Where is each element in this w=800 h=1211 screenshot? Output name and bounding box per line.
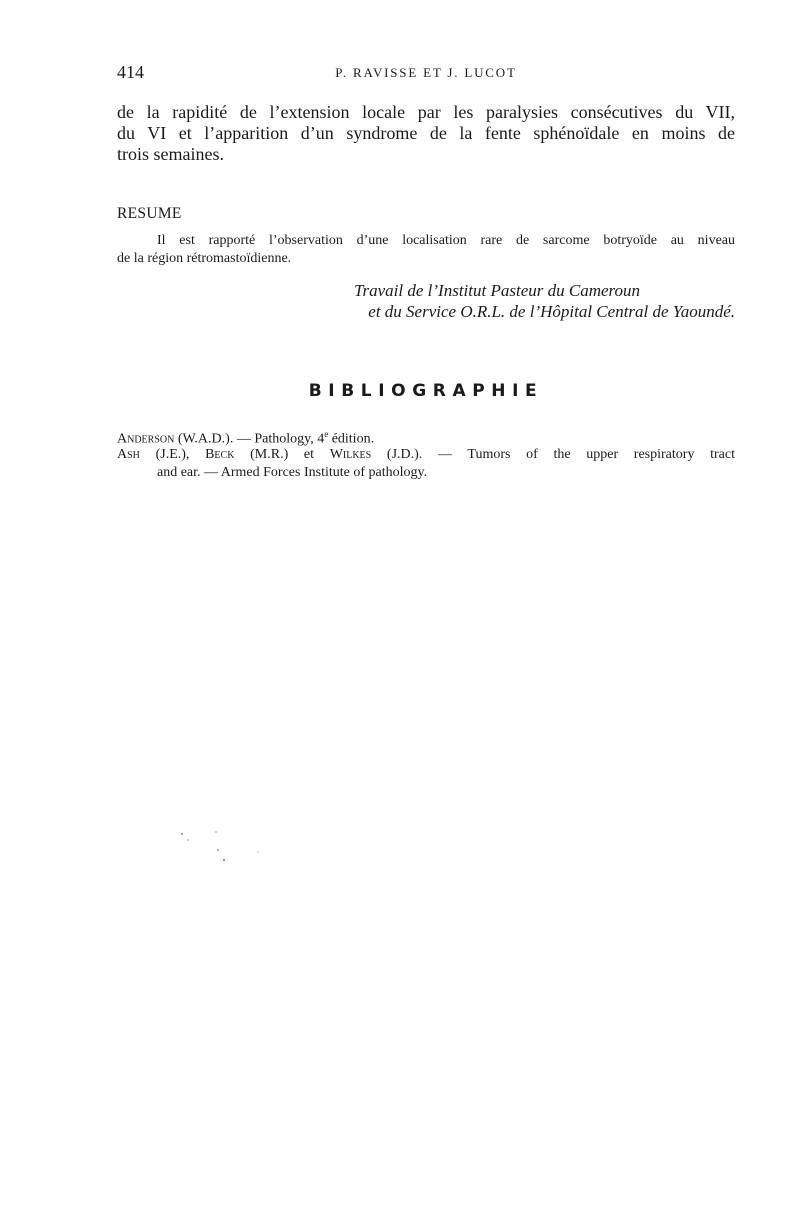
affiliation	[117, 280, 735, 322]
author-name: Ash	[117, 447, 140, 462]
page-number: 414	[117, 62, 144, 82]
bibliography-heading: BIBLIOGRAPHIE	[308, 381, 544, 401]
bibliography-entry-line: and ear. — Armed Forces Institute of pathology.	[157, 465, 428, 480]
body-paragraph	[117, 102, 735, 165]
bibliography-entry-line	[117, 446, 735, 464]
citation-text: (J.D.). — Tumors of the upper respiratory tract	[371, 447, 735, 462]
scan-specks	[178, 828, 268, 868]
author-name: Beck	[205, 447, 235, 462]
bibliography-entry	[117, 446, 735, 482]
resume-paragraph	[117, 232, 735, 268]
author-name: Wilkes	[329, 447, 372, 462]
affiliation-line: et du Service O.R.L. de l’Hôpital Central de Yaoundé.	[368, 302, 735, 321]
resume-heading: RESUME	[117, 205, 182, 222]
edition-superscript: e	[324, 429, 329, 439]
citation-text: (M.R.) et	[234, 447, 330, 462]
body-line: de la rapidité de l’extension locale par les paralysies consécutives du VII,	[117, 102, 735, 122]
affiliation-line: Travail de l’Institut Pasteur du Cameroun	[354, 281, 641, 300]
resume-line: Il est rapporté l’observation d’une localisation rare de sarcome botryoïde au niveau	[157, 233, 735, 248]
body-line: du VI et l’apparition d’un syndrome de la fente sphénoïdale en moins de	[117, 123, 735, 143]
running-title: P. RAVISSE ET J. LUCOT	[335, 65, 517, 80]
page-header	[117, 62, 735, 86]
body-line: trois semaines.	[117, 144, 224, 164]
citation-text: (J.E.),	[139, 447, 206, 462]
citation-text: édition.	[328, 431, 375, 447]
author-name: Anderson	[117, 431, 175, 447]
resume-line: de la région rétromastoïdienne.	[117, 251, 292, 266]
citation-text: (W.A.D.). — Pathology, 4	[174, 431, 325, 447]
